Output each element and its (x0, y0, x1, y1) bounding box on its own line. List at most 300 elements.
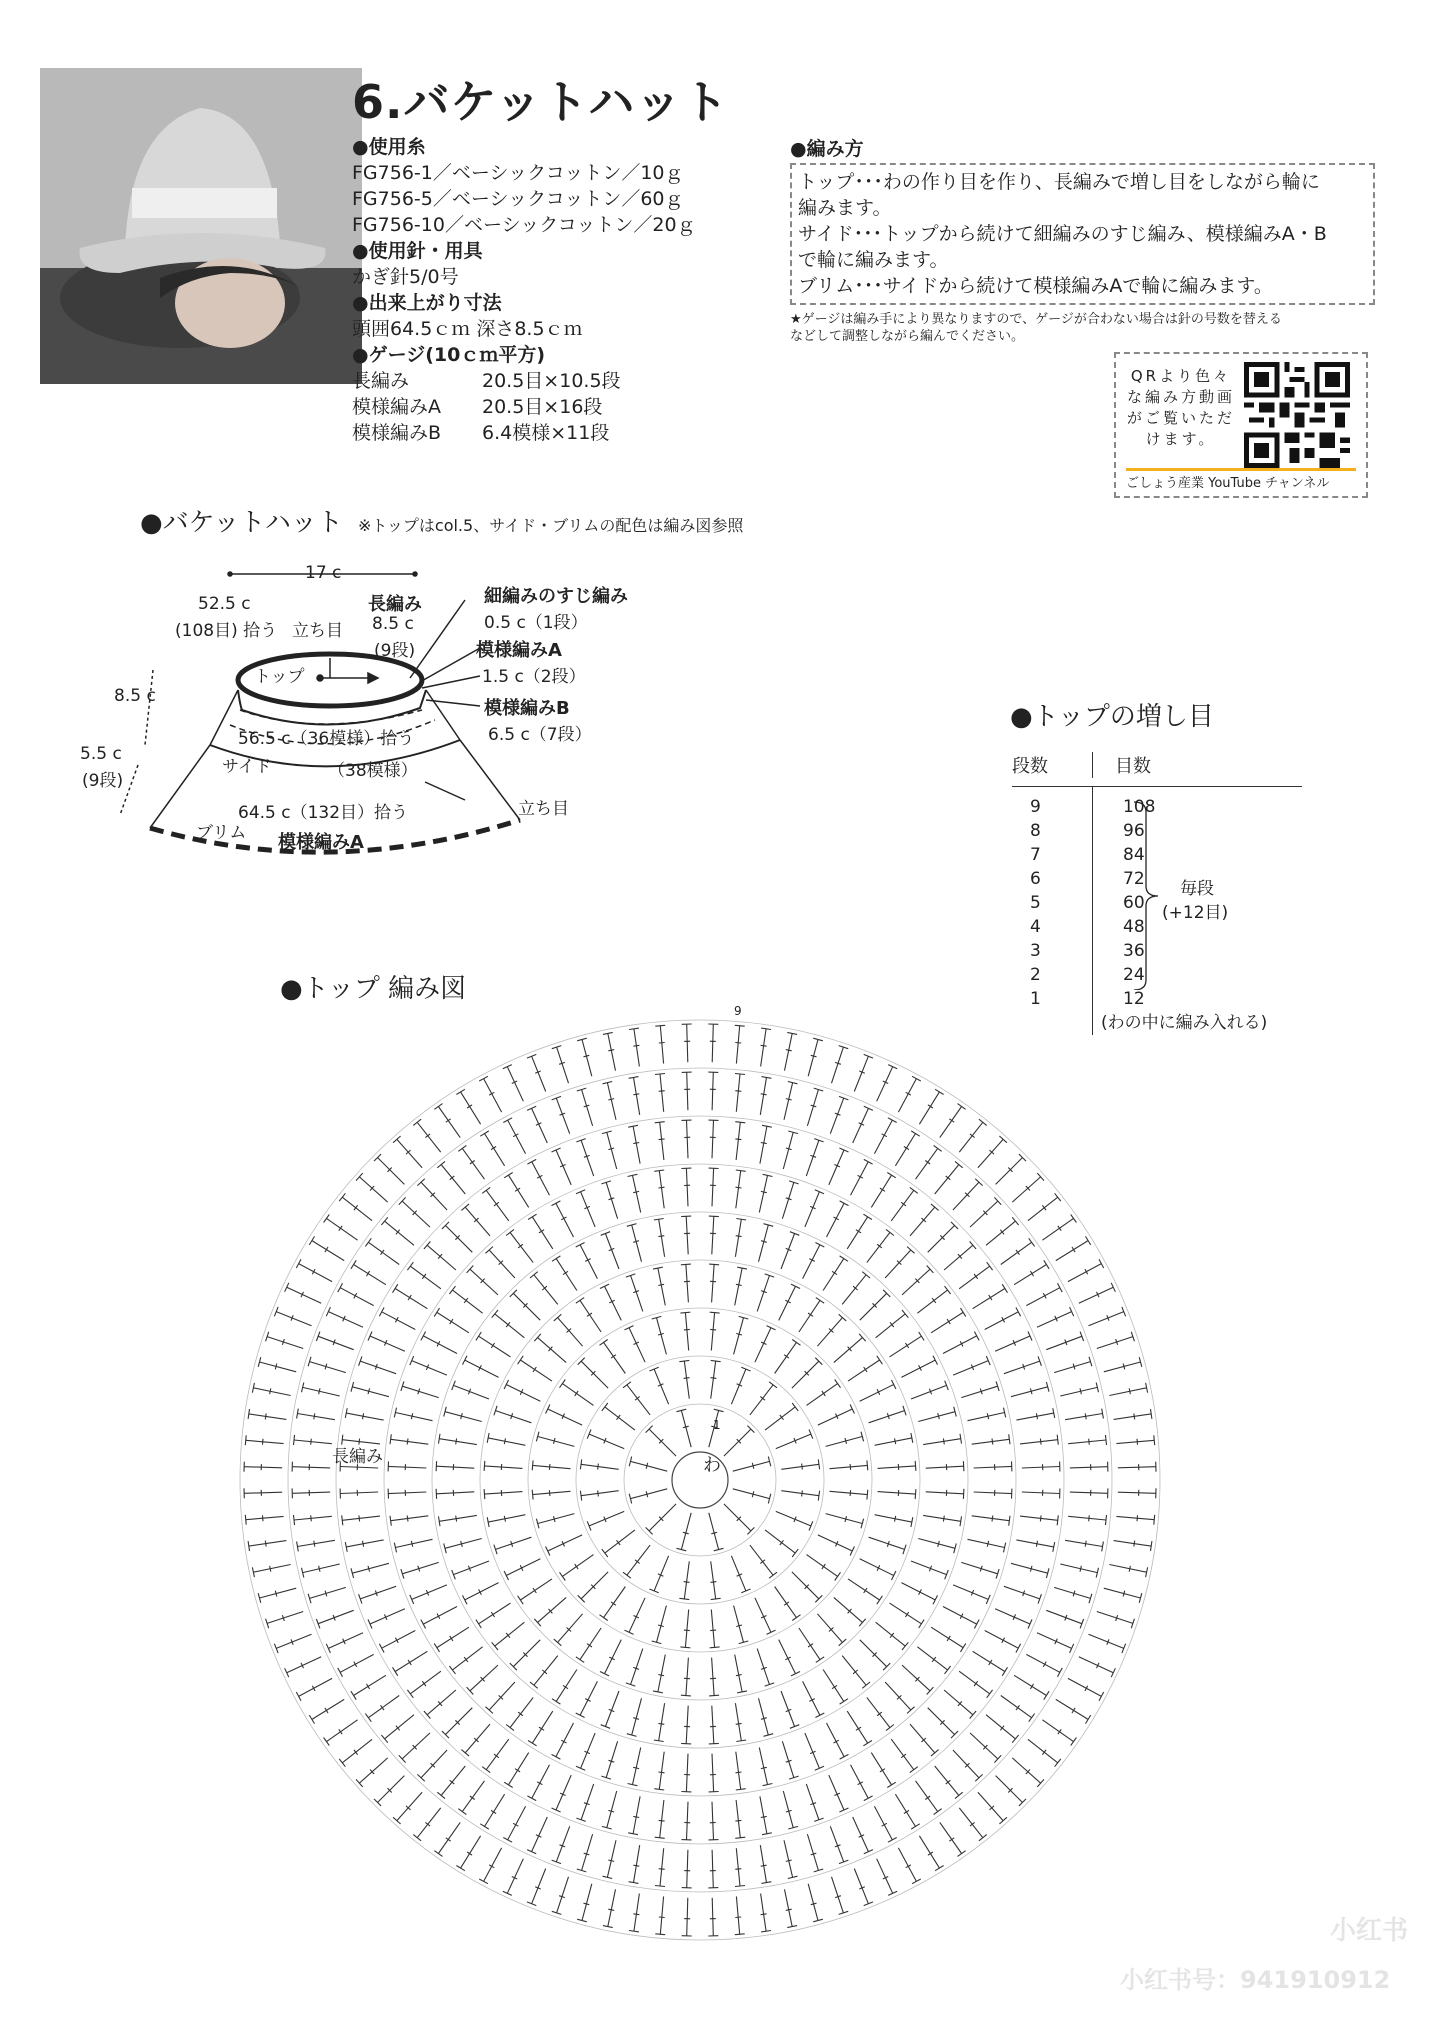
stitch-top-bar (761, 1931, 771, 1932)
stitch-cross (786, 1810, 792, 1812)
stitch-mark (509, 1175, 529, 1207)
stitch-mark (303, 1564, 340, 1573)
stitch-mark (877, 1067, 893, 1102)
stitch-mark (660, 1026, 663, 1064)
stitch-cross (491, 1612, 494, 1617)
stitch-top-bar (576, 1713, 585, 1718)
stitch-cross (761, 1816, 767, 1817)
stitch-cross (575, 1391, 578, 1396)
stitch-mark (484, 1079, 502, 1113)
stitch-top-bar (767, 1326, 776, 1330)
stitch-mark (1054, 1587, 1090, 1598)
stitch-mark (1014, 1675, 1046, 1695)
method-heading: ●編み方 (790, 138, 864, 160)
stitch-mark (629, 1598, 645, 1633)
stitch-cross (494, 1202, 499, 1206)
stitch-mark (931, 1312, 963, 1332)
stitch-mark (294, 1440, 332, 1444)
stitch-mark (765, 1530, 795, 1553)
stitch-mark (562, 1384, 593, 1406)
stitch-mark (1016, 1540, 1053, 1547)
stitch-cross (549, 1490, 550, 1496)
stitch-top-bar (681, 1743, 691, 1744)
stitch-cross (949, 1838, 954, 1841)
stitch-top-bar (816, 1298, 824, 1304)
stitch-mark (1020, 1516, 1058, 1520)
stitch-cross (659, 1820, 665, 1821)
stitch-mark (1060, 1564, 1097, 1573)
stitch-mark (968, 1539, 1005, 1547)
stitch-mark (712, 1658, 715, 1696)
stitch-top-bar (476, 1332, 481, 1340)
stitch-mark (684, 1561, 689, 1599)
stitch-top-bar (552, 1699, 560, 1704)
stitch-mark (712, 1168, 714, 1206)
stitch-mark (580, 1300, 601, 1332)
stitch-cross (761, 1241, 767, 1243)
stitch-mark (959, 1808, 983, 1838)
stitch-cross (802, 1464, 803, 1470)
stitch-cross (1137, 1439, 1138, 1445)
stitch-top-bar (1106, 1435, 1107, 1445)
stitch-mark (985, 1631, 1019, 1649)
chart-heading: ●トップ 編み図 (280, 974, 467, 1004)
stitch-mark (328, 1633, 363, 1649)
stitch-cross (901, 1754, 906, 1758)
stitch-mark (417, 1122, 441, 1152)
stitch-top-bar (945, 1286, 951, 1294)
stitch-cross (1137, 1515, 1138, 1521)
stitch-mark (959, 1122, 983, 1152)
stitch-top-bar (736, 1219, 746, 1221)
stitch-mark (735, 1268, 742, 1305)
stitch-mark (847, 1217, 867, 1249)
stitch-mark (397, 1792, 422, 1820)
stitch-mark (687, 1072, 688, 1110)
stitch-mark (834, 1338, 863, 1363)
qr-box[interactable] (1114, 352, 1368, 498)
stitch-count: 48 (1123, 917, 1145, 937)
qr-underline (1126, 468, 1356, 471)
photo-illustration (40, 68, 362, 384)
gauge-name: 模様編みB (352, 422, 442, 444)
stitch-mark (532, 1817, 548, 1852)
stitch-cross (1016, 1250, 1020, 1255)
stitch-cross (786, 1148, 792, 1150)
stitch-mark (1118, 1492, 1156, 1493)
stitch-mark (760, 1077, 766, 1115)
stitch-cross (864, 1367, 867, 1372)
stitch-cross (710, 1630, 716, 1631)
stitch-cross (1129, 1388, 1130, 1394)
stitch-cross (784, 1602, 789, 1605)
stitch-cross (275, 1364, 277, 1370)
stitch-mark (359, 1177, 387, 1202)
stitch-top-bar (863, 1741, 872, 1746)
stitch-top-bar (709, 1743, 719, 1744)
method-note-line: ★ゲージは編み手により異なりますので、ゲージが合わない場合は針の号数を替える (790, 312, 1282, 327)
stitch-mark (830, 1491, 868, 1494)
stitch-top-bar (393, 1667, 398, 1676)
stitch-mark (731, 1556, 746, 1591)
qr-caption: ごしょう産業 YouTube チャンネル (1126, 476, 1330, 491)
stitch-cross (311, 1515, 312, 1521)
stitch-cross (461, 1413, 463, 1419)
stitch-top-bar (245, 1435, 246, 1445)
stitch-top-bar (379, 1307, 384, 1316)
row-number: 7 (1030, 845, 1041, 865)
stitch-cross (659, 1869, 665, 1870)
stitch-top-bar (655, 1837, 665, 1838)
stitch-top-bar (479, 1076, 488, 1081)
stitch-cross (368, 1566, 370, 1572)
stitch-mark (461, 1836, 481, 1868)
stitch-top-bar (532, 1490, 533, 1500)
stitch-mark (823, 1259, 844, 1291)
stitch-mark (917, 1647, 947, 1670)
stitch-cross (633, 1718, 639, 1720)
qr-code-icon[interactable] (1244, 362, 1350, 468)
stitch-mark (806, 1784, 819, 1820)
stitch-top-bar (911, 1824, 920, 1829)
stitch-mark (318, 1336, 354, 1349)
stitch-mark (901, 1583, 935, 1600)
stitch-cross (856, 1230, 861, 1233)
stitch-mark (874, 1806, 892, 1840)
stitch-mark (556, 1098, 569, 1134)
stitch-top-bar (863, 1214, 872, 1219)
stitch-cross (539, 1230, 544, 1233)
stitch-top-bar (711, 1360, 721, 1361)
stitch-top-bar (867, 1460, 868, 1470)
stitch-top-bar (1099, 1692, 1104, 1701)
stitch-top-bar (1151, 1409, 1152, 1419)
stitch-cross (1129, 1566, 1130, 1572)
stitch-mark (1028, 1739, 1058, 1763)
stitch-cross (822, 1564, 825, 1569)
stitch-cross (761, 1767, 767, 1768)
stitch-mark (755, 1598, 771, 1633)
stitch-cross (736, 1772, 742, 1773)
stitch-count: 12 (1123, 989, 1145, 1009)
stitch-cross (735, 1917, 741, 1918)
stitch-mark (462, 1781, 484, 1812)
stitch-mark (462, 1148, 484, 1179)
stitch-mark (860, 1293, 887, 1320)
stitch-top-bar (390, 1434, 391, 1444)
stitch-cross (786, 1050, 792, 1051)
stitch-mark (604, 1587, 626, 1618)
stitch-top-bar (888, 1891, 897, 1895)
stitch-mark (391, 1439, 429, 1444)
stitch-mark (538, 1338, 567, 1363)
stitch-top-bar (379, 1644, 384, 1653)
stitch-cross (456, 1516, 457, 1522)
stitch-top-bar (393, 1284, 398, 1293)
stitch-cross (1058, 1226, 1061, 1231)
stitch-mark (1118, 1467, 1156, 1468)
stitch-mark (660, 1122, 664, 1160)
stitch-mark (1060, 1387, 1097, 1396)
row-9-label: 9 (734, 1004, 742, 1018)
stitch-mark (848, 1579, 880, 1600)
stitch-mark (826, 1437, 863, 1447)
stitch-mark (402, 1386, 438, 1397)
stitch-cross (736, 1187, 742, 1188)
stitch-cross (587, 1313, 592, 1316)
stitch-mark (1046, 1610, 1082, 1623)
stitch-mark (489, 1250, 515, 1278)
brim-rows-label: (9段) (82, 771, 124, 791)
stitch-mark (878, 1492, 916, 1495)
stitch-mark (733, 1489, 770, 1499)
stitch-mark (901, 1360, 935, 1377)
stitch-top-bar (735, 1074, 745, 1075)
stitch-top-bar (792, 1403, 798, 1411)
stitch-mark (412, 1585, 447, 1600)
stitch-cross (895, 1516, 896, 1522)
stitch-top-bar (600, 1340, 608, 1346)
stitch-mark (978, 1139, 1003, 1167)
stitch-cross (339, 1729, 342, 1734)
stitch-top-bar (1111, 1283, 1115, 1292)
stitch-mark (287, 1287, 322, 1303)
stitch-mark (385, 1221, 414, 1245)
stitch-top-bar (413, 1119, 421, 1125)
stitch-mark (634, 1077, 640, 1115)
stitch-mark (923, 1515, 961, 1521)
stitch-mark (297, 1414, 335, 1420)
stitch-cross (992, 1439, 993, 1445)
stitch-mark (953, 1361, 988, 1376)
stitch-cross (658, 1723, 664, 1724)
stitch-mark (687, 1024, 688, 1062)
stitch-cross (554, 1438, 556, 1444)
stitch-cross (974, 1274, 978, 1279)
stitch-mark (783, 1791, 793, 1828)
stitch-top-bar (888, 1838, 897, 1843)
stitch-top-bar (623, 1572, 631, 1578)
stitch-mark (935, 1766, 959, 1795)
stitch-mark (607, 1791, 617, 1828)
stitch-top-bar (767, 1630, 776, 1634)
stitch-mark (818, 1409, 853, 1425)
stitch-cross (367, 1271, 370, 1276)
stitch-mark (928, 1708, 955, 1735)
stitch-top-bar (961, 1308, 966, 1317)
stitch-mark (439, 1515, 477, 1521)
stitch-mark (310, 1587, 346, 1598)
stitch-cross (450, 1319, 453, 1324)
yarn-line: FG756-10／ベーシックコットン／20ｇ (352, 214, 696, 236)
stitch-cross (407, 1439, 408, 1445)
stitch-mark (660, 1848, 664, 1886)
stitch-mark (986, 1715, 1015, 1739)
stitch-top-bar (735, 1025, 745, 1026)
stitch-top-bar (480, 1131, 489, 1136)
chart-row-1 (629, 1409, 771, 1551)
stitch-mark (244, 1467, 282, 1468)
bracket-label-2: (+12目) (1162, 903, 1229, 923)
stitch-mark (445, 1225, 472, 1252)
stitch-mark (898, 1848, 916, 1882)
stitch-top-bar (681, 1264, 691, 1265)
stitch-cross (949, 1119, 954, 1122)
stitch-top-bar (864, 1159, 873, 1164)
stitch-mark (260, 1588, 297, 1598)
stitch-mark (943, 1607, 977, 1625)
stitch-top-bar (1044, 1691, 1049, 1700)
stitch-mark (808, 1040, 818, 1077)
stitch-cross (422, 1274, 426, 1279)
stitch-mark (784, 1083, 793, 1120)
stitch-top-bar (955, 1792, 963, 1798)
stitch-mark (660, 1896, 663, 1934)
stitch-top-bar (735, 1934, 745, 1935)
top-width-label: 17 c (305, 563, 342, 583)
stitch-top-bar (850, 1547, 854, 1556)
stitch-cross (761, 1143, 767, 1144)
stitch-mark (346, 1413, 383, 1420)
stitch-cross (761, 1865, 767, 1866)
stitch-top-bar (958, 1851, 966, 1857)
stitch-mark (995, 1336, 1030, 1351)
stitch-cross (422, 1681, 426, 1686)
stitch-cross (786, 1909, 792, 1910)
stitch-top-bar (479, 1879, 488, 1884)
stitch-top-bar (504, 1173, 513, 1178)
stitch-mark (760, 1845, 766, 1883)
stitch-cross (504, 1516, 505, 1522)
stitch-cross (633, 1241, 639, 1243)
stitch-mark (775, 1342, 797, 1373)
stitch-mark (485, 1794, 505, 1826)
stitch-mark (847, 1711, 867, 1743)
gauge-name: 模様編みA (352, 396, 441, 418)
stitch-mark (340, 1654, 374, 1672)
stitch-mark (506, 1559, 540, 1576)
stitch-mark (423, 1607, 457, 1625)
stitch-mark (1014, 1265, 1046, 1285)
brim-pattern-label: 模様編みA (278, 832, 364, 853)
stitch-cross (598, 1491, 599, 1497)
stitch-top-bar (1057, 1435, 1058, 1445)
stitch-top-bar (629, 1028, 639, 1029)
stitch-mark (605, 1234, 619, 1270)
stitch-mark (757, 1276, 769, 1312)
stitch-mark (1068, 1264, 1102, 1282)
stitch-mark (427, 1245, 456, 1270)
stitch-mark (649, 1504, 676, 1531)
stitch-mark (869, 1411, 905, 1423)
stitch-mark (761, 1894, 767, 1932)
stitch-mark (508, 1120, 526, 1154)
stitch-mark (489, 1682, 515, 1710)
stitch-cross (611, 1355, 616, 1358)
stitch-mark (327, 1720, 358, 1742)
stitch-top-bar (1029, 1714, 1035, 1722)
stitch-mark (1068, 1440, 1106, 1444)
stitch-mark (581, 1733, 596, 1768)
stitch-top-bar (439, 1434, 441, 1444)
stitch-top-bar (681, 1695, 691, 1696)
stitch-mark (851, 1162, 869, 1196)
stitch-top-bar (1009, 1434, 1010, 1444)
stitch-mark (582, 1834, 593, 1870)
stitch-top-bar (506, 1725, 514, 1731)
stitch-mark (328, 1312, 363, 1328)
stitch-top-bar (552, 1256, 560, 1261)
stitch-top-bar (961, 1643, 966, 1652)
stitch-cross (633, 1191, 639, 1192)
stitch-top-bar (710, 1312, 720, 1313)
stitch-mark (972, 1516, 1010, 1521)
stitch-cross (987, 1413, 988, 1419)
stitch-top-bar (600, 1672, 609, 1676)
center-ring-label: わ (703, 1455, 721, 1476)
stitch-cross (711, 1582, 717, 1583)
stitch-mark (1020, 1440, 1058, 1444)
stitch-cross (659, 1043, 665, 1044)
stitch-top-bar (602, 1403, 608, 1411)
stitch-mark (1089, 1312, 1124, 1326)
stitch-top-bar (955, 1161, 963, 1167)
method-line: サイド･･･トップから続けて細編みのすじ編み、模様編みA・B (798, 223, 1327, 245)
stitch-mark (632, 1698, 642, 1735)
stitch-mark (711, 1610, 714, 1648)
stitch-mark (532, 1765, 550, 1799)
stitch-mark (1012, 1177, 1040, 1202)
stitch-cross (938, 1413, 940, 1419)
stitch-mark (658, 1655, 665, 1692)
stitch-mark (359, 1758, 387, 1783)
brim-label: ブリム (196, 823, 247, 843)
stitch-cross (786, 1099, 792, 1100)
pattern-a-value: 1.5 c（2段） (482, 667, 586, 687)
stitch-cross (1036, 1541, 1037, 1547)
stitch-mark (312, 1699, 344, 1719)
stitch-cross (1123, 1364, 1125, 1370)
stitch-top-bar (407, 1690, 413, 1698)
stitch-mark (1116, 1440, 1154, 1443)
stitch-cross (947, 1319, 950, 1324)
top-circ-label: 52.5 c (198, 594, 251, 614)
stitch-top-bar (1012, 1217, 1018, 1225)
stitch-cross (684, 1582, 690, 1583)
stitch-cross (491, 1147, 496, 1150)
stitch-mark (633, 1126, 640, 1163)
stitch-mark (660, 1074, 664, 1112)
stitch-cross (752, 1463, 754, 1469)
stitch-mark (427, 1690, 456, 1715)
stitch-mark (441, 1165, 465, 1194)
stitch-top-bar (736, 1789, 746, 1790)
stitch-top-bar (1012, 1735, 1018, 1743)
stitch-mark (532, 1162, 550, 1196)
stitch-mark (735, 1655, 742, 1692)
stitch-mark (556, 1670, 577, 1702)
page-title: 6.バケットハット (352, 75, 730, 129)
stitch-cross (263, 1439, 264, 1445)
stitch-mark (634, 1029, 640, 1067)
stitch-top-bar (1044, 1260, 1049, 1269)
stitch-cross (736, 1723, 742, 1724)
stitch-mark (781, 1491, 819, 1496)
stitch-top-bar (963, 1489, 964, 1499)
stitch-mark (1065, 1540, 1103, 1546)
stitch-mark (342, 1197, 372, 1221)
stitch-top-bar (351, 1260, 356, 1269)
